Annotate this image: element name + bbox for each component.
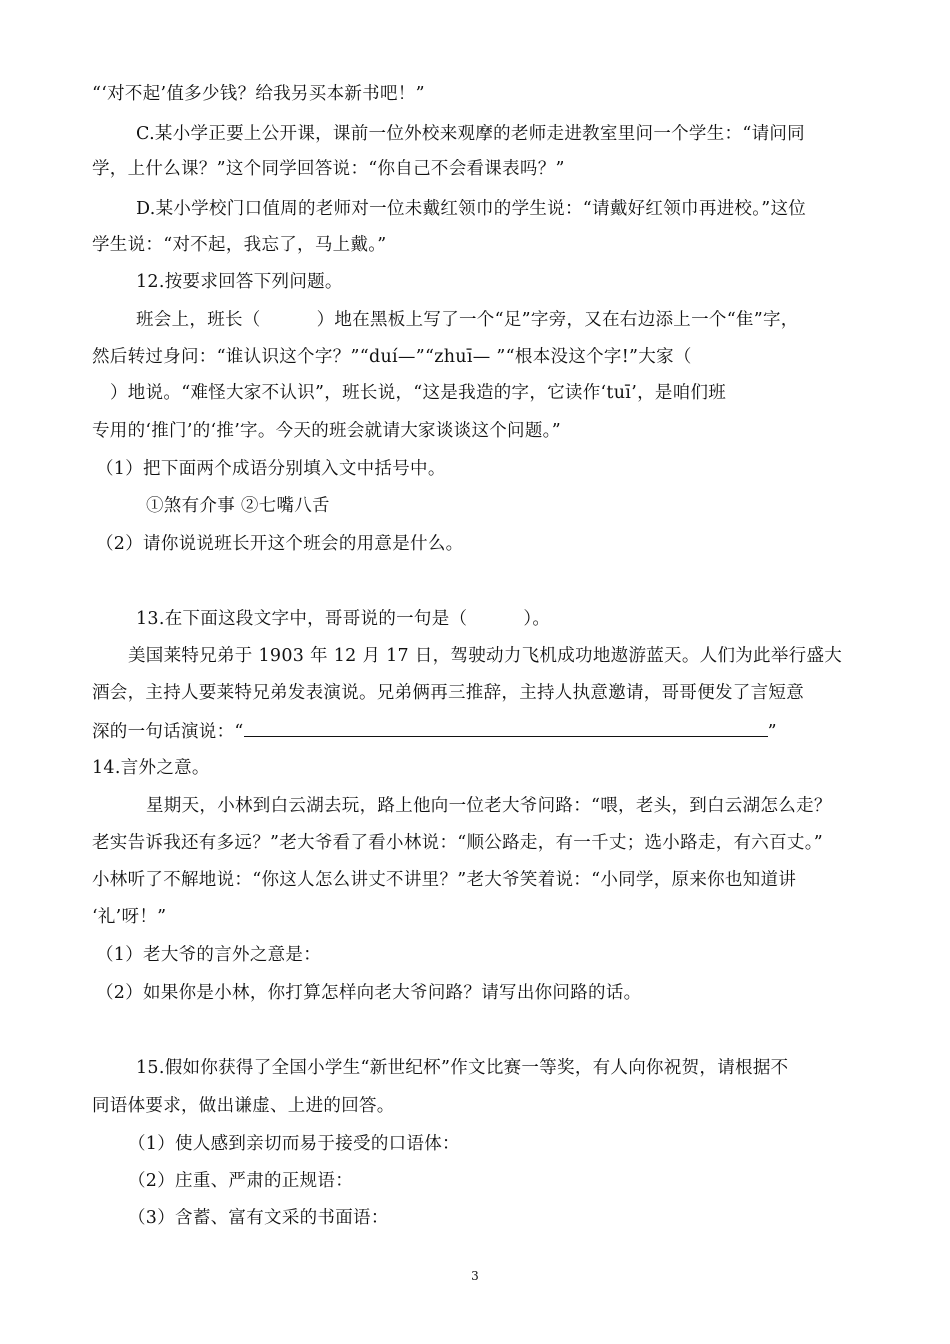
question-14-title: 14.言外之意。 bbox=[92, 758, 210, 778]
question-14-sub-2: （2）如果你是小林，你打算怎样向老大爷问路？请写出你问路的话。 bbox=[96, 983, 642, 1003]
question-14-para-line-3: 小林听了不解地说：“你这人怎么讲丈不讲里？”老大爷笑着说：“小同学，原来你也知道讲 bbox=[92, 870, 797, 890]
question-15-sub-2: （2）庄重、严肃的正规语： bbox=[128, 1171, 354, 1191]
question-15-line-1: 15.假如你获得了全国小学生“新世纪杯”作文比赛一等奖，有人向你祝贺，请根据不 bbox=[136, 1058, 789, 1078]
question-12-para-line-2: 然后转过身问：“谁认识这个字？”“duí—”“zhuī— ”“根本没这个字!”大家（ bbox=[92, 347, 692, 367]
q12-text-b: ）地在黑板上写了一个“足”字旁，又在右边添上一个“隹”字， bbox=[316, 310, 799, 330]
question-15-sub-3: （3）含蓄、富有文采的书面语： bbox=[128, 1208, 389, 1228]
q13-title-a: 13.在下面这段文字中，哥哥说的一句是（ bbox=[136, 609, 468, 629]
option-d-line-2: 学生说：“对不起，我忘了，马上戴。” bbox=[92, 235, 387, 255]
question-13-para-line-3 bbox=[92, 718, 777, 745]
q12-text-a: 班会上，班长（ bbox=[136, 310, 261, 330]
q13-text-b: ” bbox=[767, 722, 777, 742]
question-13-para-line-1: 美国莱特兄弟于 1903 年 12 月 17 日，驾驶动力飞机成功地遨游蓝天。人们为此举行盛大 bbox=[128, 646, 843, 666]
option-d-line-1: D.某小学校门口值周的老师对一位未戴红领巾的学生说：“请戴好红领巾再进校。”这位 bbox=[136, 199, 807, 219]
question-12-para-line-3 bbox=[92, 380, 726, 406]
question-14-para-line-4: ‘礼’呀！” bbox=[92, 907, 167, 927]
question-14-sub-1: （1）老大爷的言外之意是： bbox=[96, 945, 322, 965]
q13-title-b: ）。 bbox=[523, 609, 551, 629]
q13-text-a: 深的一句话演说：“ bbox=[92, 722, 244, 742]
q12-text-c: ）地说。“难怪大家不认识”，班长说，“这是我造的字，它读作‘tuī’，是咱们班 bbox=[110, 383, 727, 403]
question-15-sub-1: （1）使人感到亲切而易于接受的口语体： bbox=[128, 1134, 460, 1154]
question-15-line-2: 同语体要求，做出谦虚、上进的回答。 bbox=[92, 1096, 395, 1116]
option-c-line-1: C.某小学正要上公开课，课前一位外校来观摩的老师走进教室里问一个学生：“请问同 bbox=[136, 124, 805, 144]
question-13-title bbox=[136, 606, 550, 632]
question-14-para-line-2: 老实告诉我还有多远？”老大爷看了看小林说：“顺公路走，有一千丈；选小路走，有六百丈。” bbox=[92, 833, 823, 853]
question-12-para-line-4: 专用的‘推门’的‘推’字。今天的班会就请大家谈谈这个问题。” bbox=[92, 421, 561, 441]
question-14-para-line-1: 星期天，小林到白云湖去玩，路上他向一位老大爷问路：“喂，老头，到白云湖怎么走？ bbox=[146, 796, 832, 816]
question-12-title: 12.按要求回答下列问题。 bbox=[136, 272, 343, 292]
question-12-para-line-1 bbox=[136, 307, 799, 333]
question-12-sub-2: （2）请你说说班长开这个班会的用意是什么。 bbox=[96, 534, 464, 554]
continued-text: “‘对不起’值多少钱？给我另买本新书吧！” bbox=[92, 84, 425, 104]
idiom-options: ①煞有介事 ②七嘴八舌 bbox=[146, 496, 330, 516]
answer-line[interactable] bbox=[244, 718, 768, 737]
question-13-para-line-2: 酒会，主持人要莱特兄弟发表演说。兄弟俩再三推辞，主持人执意邀请，哥哥便发了言短意 bbox=[92, 683, 804, 703]
page-number: 3 bbox=[471, 1269, 479, 1283]
question-12-sub-1: （1）把下面两个成语分别填入文中括号中。 bbox=[96, 459, 446, 479]
option-c-line-2: 学，上什么课？”这个同学回答说：“你自己不会看课表吗？” bbox=[92, 159, 565, 179]
